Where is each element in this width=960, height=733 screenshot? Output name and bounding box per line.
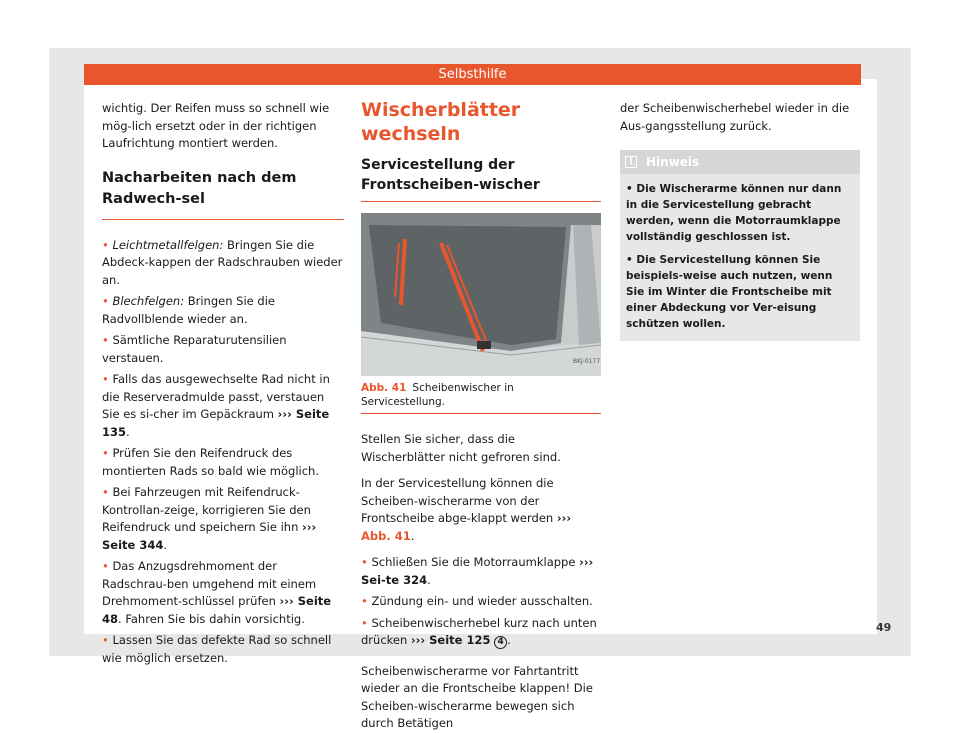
page-title: Wischerblätter wechseln [361,99,521,145]
caption-text: Scheibenwischer in Servicestellung. [361,382,514,408]
note-header [620,150,860,174]
figure-link[interactable]: Abb. 41 [361,528,411,543]
page-link[interactable]: ››› Seite 135 [102,407,330,439]
figure-code: BKJ-0177 [573,358,601,365]
list-item: • Schließen Sie die Motorraumklappe ››› Sei-te 324. [361,555,594,587]
list-item: • Das Anzugsdrehmoment der Radschrau-ben umgehend mit einem Drehmoment-schlüssel prüfen ››› Seite 48. Fahren Sie bis dahin vorsichtig. [102,559,332,626]
caption-label: Abb. 41 [361,382,407,394]
note-title: Hinweis [646,155,700,169]
list-item: • Leichtmetallfelgen: Bringen Sie die Abdeck-kappen der Radschrauben wieder an. [102,237,343,287]
wiper-figure [361,213,601,376]
paragraph: Scheibenwischerarme vor Fahrtantritt wieder an die Frontscheibe klappen! Die Scheiben-wischerarme bewegen sich durch Betätigen [361,663,593,730]
page-link[interactable]: ››› Seite 48 [102,594,332,626]
paragraph: der Scheibenwischerhebel wieder in die Aus-gangsstellung zurück. [620,101,850,133]
paragraph: In der Servicestellung können die Scheiben-wischerarme von der Frontscheibe abge-klappt werden ››› Abb. 41. [361,476,572,543]
list-item: • Lassen Sie das defekte Rad so schnell wie möglich ersetzen. [102,633,332,665]
column-middle [361,100,601,733]
header-title: Selbsthilfe [438,67,507,82]
list-item: • Prüfen Sie den Reifendruck des montierten Rads so bald wie möglich. [102,446,320,478]
control-number-badge: 4 [494,636,507,649]
column-left [102,100,344,671]
page-number: 49 [876,621,892,634]
list-item: • Falls das ausgewechselte Rad nicht in die Reserveradmulde passt, verstauen Sie es si-cher im Gepäckraum ››› Seite 135. [102,372,330,439]
info-icon: i [625,156,637,168]
note-box [620,150,860,341]
list-item: • Zündung ein- und wieder ausschalten. [361,594,593,608]
page-link[interactable]: ››› Seite 344 [102,520,317,552]
column-right [620,100,860,341]
wiper-illustration [361,213,601,376]
intro-text: wichtig. Der Reifen muss so schnell wie mög-lich ersetzt oder in der richtigen Laufrichtung montiert werden. [102,101,330,150]
page-link[interactable]: ››› Seite 125 [410,633,491,647]
list-item: • Blechfelgen: Bringen Sie die Radvollblende wieder an. [102,294,275,326]
section-title: Nacharbeiten nach dem Radwech-sel [102,168,344,220]
list-item: • Sämtliche Reparaturutensilien verstauen. [102,333,287,365]
paragraph: Stellen Sie sicher, dass die Wischerblätter nicht gefroren sind. [361,432,561,464]
list-item: • Bei Fahrzeugen mit Reifendruck-Kontrollan-zeige, korrigieren Sie den Reifendruck und speichern Sie ihn ››› Seite 344. [102,485,317,552]
figure-caption [361,381,601,414]
note-item: • Die Servicestellung können Sie beispiels-weise auch nutzen, wenn Sie im Winter die Frontscheibe mit einer Abdeckung vor Ver-eisung schützen wollen. [626,254,833,330]
bullet-list [102,237,344,668]
page-link[interactable]: ››› Sei-te 324 [361,555,594,587]
note-item: • Die Wischerarme können nur dann in die Servicestellung gebracht werden, wenn die Motorraumklappe vollständig geschlossen ist. [626,183,842,243]
subsection-title: Servicestellung der Frontscheiben-wischer [361,155,601,202]
header-bar [84,64,861,85]
list-item: • Scheibenwischerhebel kurz nach unten drücken ››› Seite 125 4 . [361,615,597,647]
